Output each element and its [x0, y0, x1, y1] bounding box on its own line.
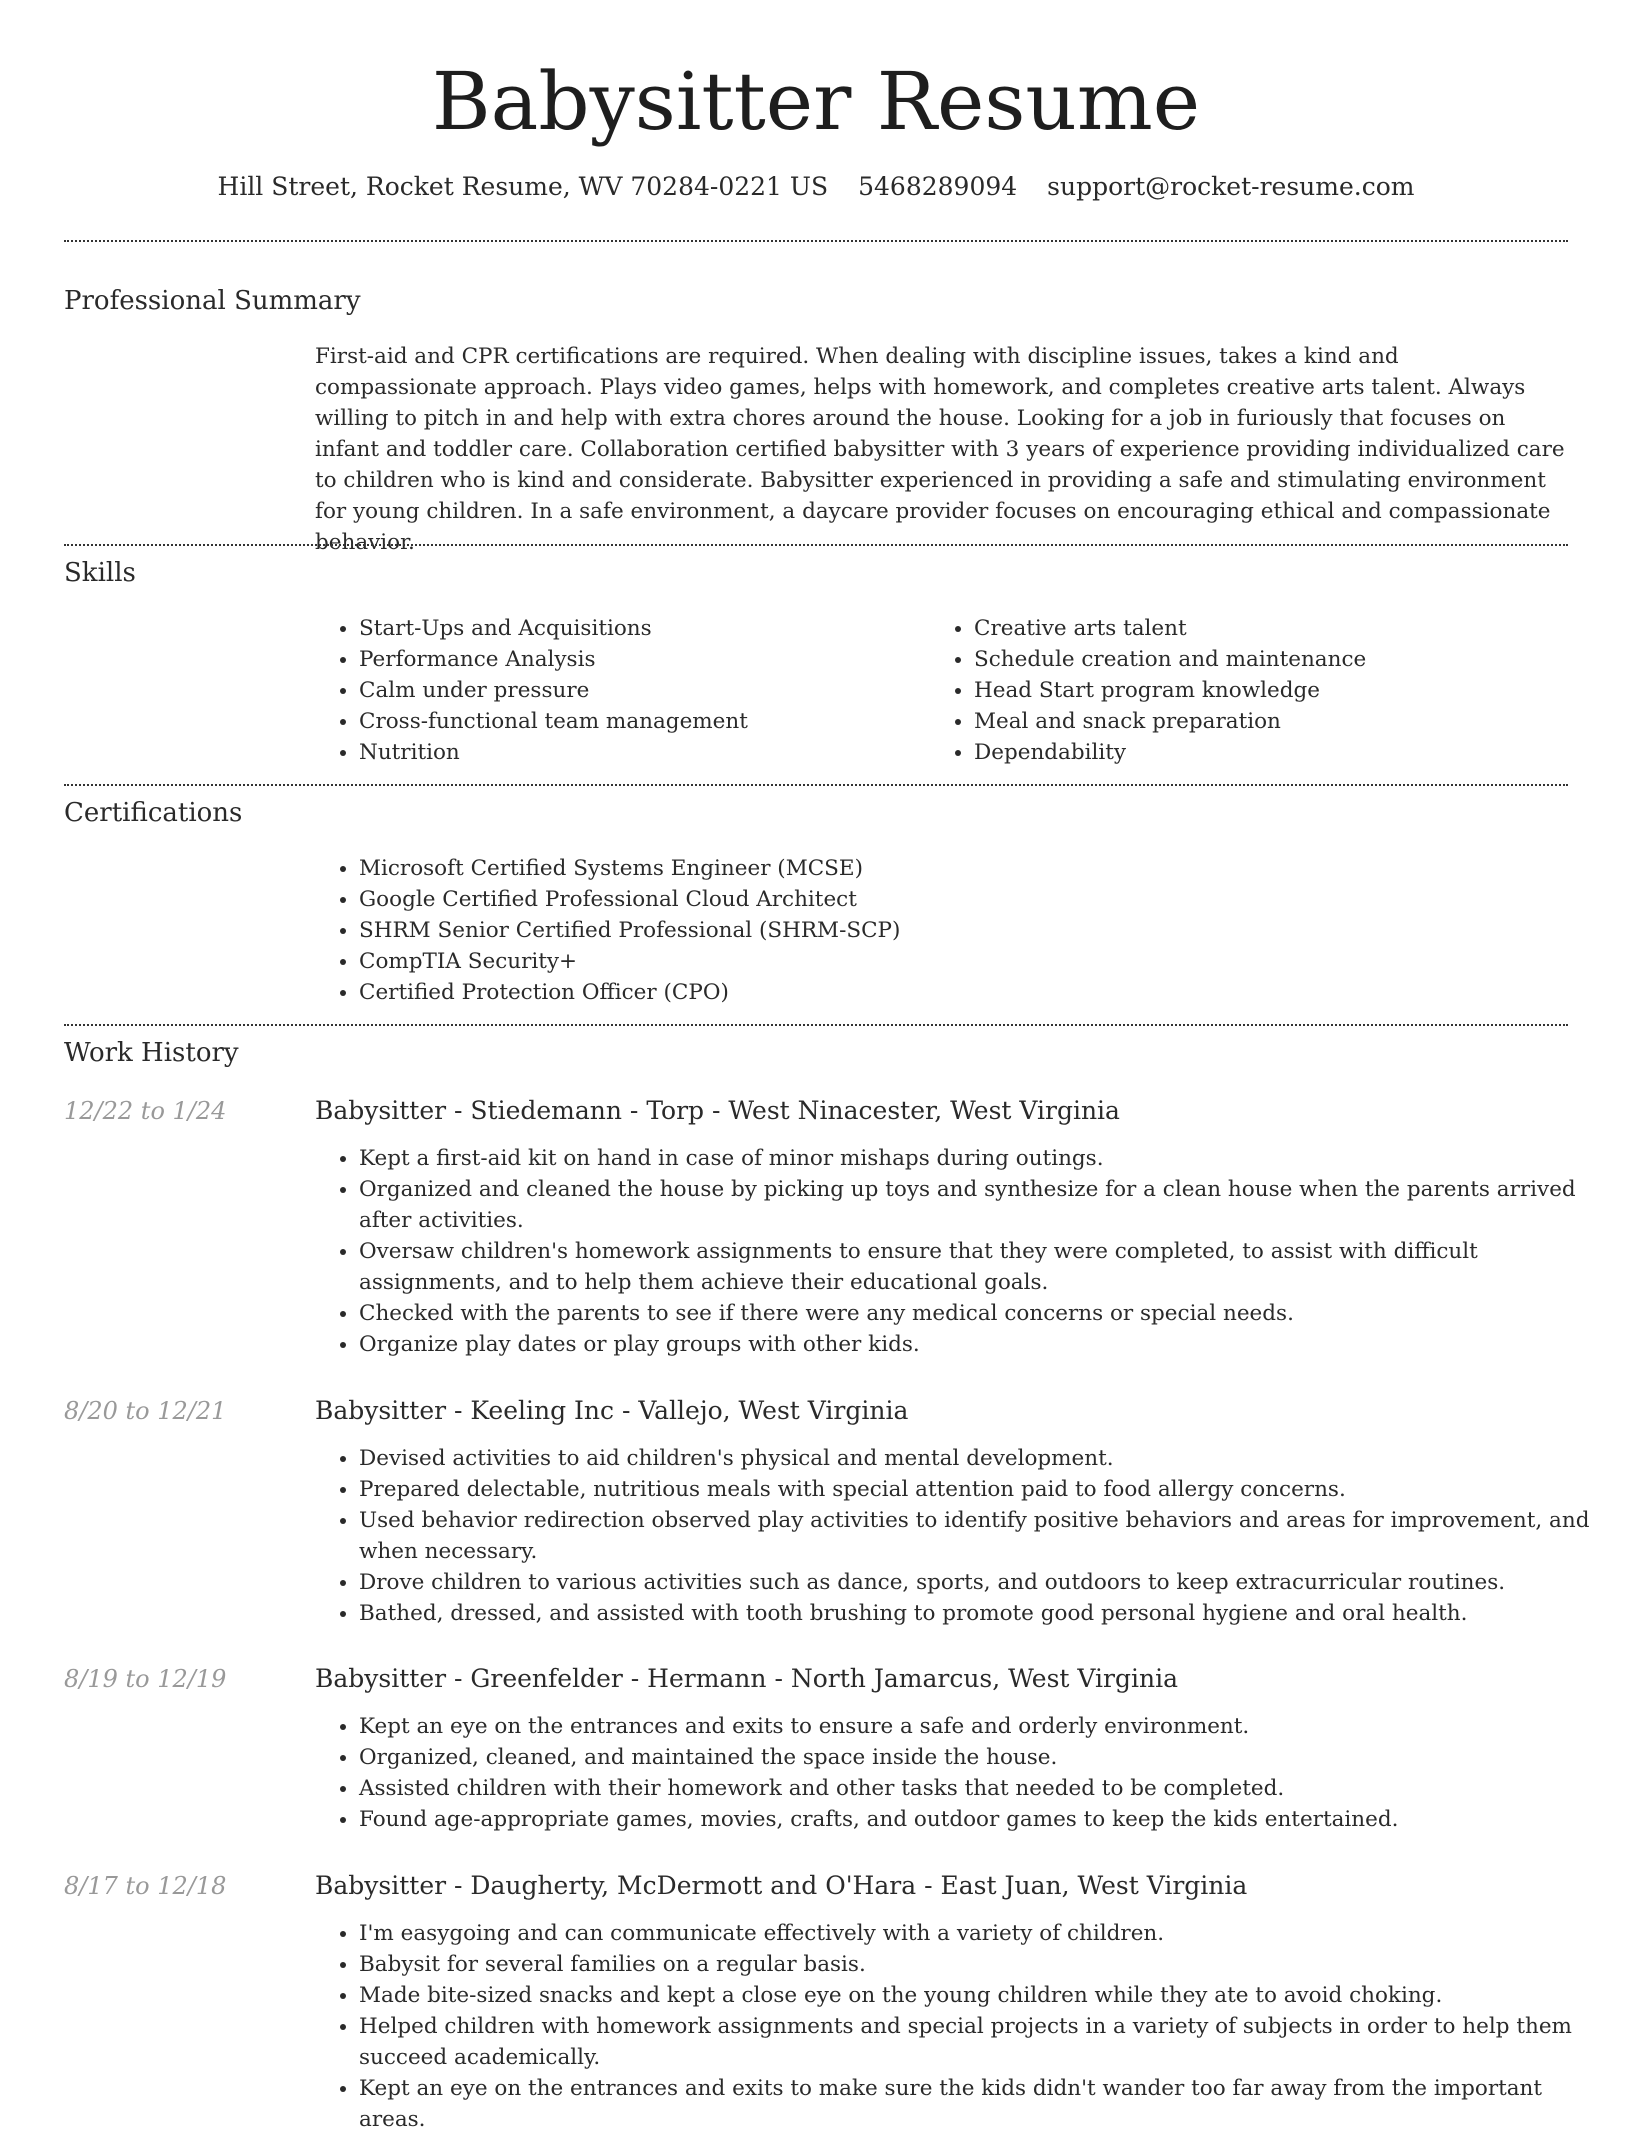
- list-item: • Devised activities to aid children's physical and mental development.: [359, 1443, 1609, 1474]
- skills-list-right: [930, 613, 1574, 768]
- list-item: • Cross-functional team management: [359, 706, 919, 737]
- job-bullets: [315, 1143, 1609, 1360]
- certifications-heading: Certifications: [64, 798, 243, 828]
- list-item: • Oversaw children's homework assignments to ensure that they were completed, to assist with difficult assignments, and to help them achieve their educational goals.: [359, 1236, 1609, 1298]
- list-item: • Schedule creation and maintenance: [974, 644, 1574, 675]
- contact-line: [64, 170, 1568, 204]
- list-item: • SHRM Senior Certified Professional (SHRM-SCP): [359, 915, 1559, 946]
- list-item: • Kept an eye on the entrances and exits to make sure the kids didn't wander too far away from the important areas.: [359, 2073, 1609, 2135]
- skills-heading: Skills: [64, 558, 136, 588]
- job-bullets: [315, 1711, 1609, 1835]
- list-item: • Meal and snack preparation: [974, 706, 1574, 737]
- divider: [64, 544, 1568, 546]
- job-title: Babysitter - Keeling Inc - Vallejo, West Virginia: [315, 1396, 909, 1425]
- list-item: • Prepared delectable, nutritious meals with special attention paid to food allergy concerns.: [359, 1474, 1609, 1505]
- certifications-list: [315, 853, 1559, 1008]
- list-item: • Organized and cleaned the house by picking up toys and synthesize for a clean house when the parents arrived after activities.: [359, 1174, 1609, 1236]
- skills-list-left: [315, 613, 919, 768]
- list-item: • Assisted children with their homework and other tasks that needed to be completed.: [359, 1773, 1609, 1804]
- list-item: • Dependability: [974, 737, 1574, 768]
- list-item: • Drove children to various activities such as dance, sports, and outdoors to keep extracurricular routines.: [359, 1567, 1609, 1598]
- list-item: • Microsoft Certified Systems Engineer (MCSE): [359, 853, 1559, 884]
- job-bullets: [315, 1443, 1609, 1629]
- list-item: • Performance Analysis: [359, 644, 919, 675]
- list-item: • Organized, cleaned, and maintained the space inside the house.: [359, 1742, 1609, 1773]
- list-item: • Found age-appropriate games, movies, crafts, and outdoor games to keep the kids entertained.: [359, 1804, 1609, 1835]
- job-dates: 12/22 to 1/24: [64, 1097, 227, 1125]
- contact-address: Hill Street, Rocket Resume, WV 70284-0221 US: [217, 172, 829, 201]
- list-item: • Checked with the parents to see if there were any medical concerns or special needs.: [359, 1298, 1609, 1329]
- job-bullets: [315, 1918, 1609, 2135]
- job-title: Babysitter - Stiedemann - Torp - West Ninacester, West Virginia: [315, 1096, 1120, 1125]
- summary-heading: Professional Summary: [64, 286, 361, 316]
- list-item: • Helped children with homework assignments and special projects in a variety of subjects in order to help them succeed academically.: [359, 2011, 1609, 2073]
- resume-title: Babysitter Resume: [431, 55, 1201, 148]
- summary-text: First-aid and CPR certifications are required. When dealing with discipline issues, takes a kind and compassionate approach. Plays video games, helps with homework, and completes creative arts talent. Always willing to pitch in and help with extra chores around the house. Looking for a job in furiously that focuses on infant and toddler care. Collaboration certified babysitter with 3 years of experience providing individualized care to children who is kind and considerate. Babysitter experienced in providing a safe and stimulating environment for young children. In a safe environment, a daycare provider focuses on encouraging ethical and compassionate behavior.: [315, 344, 1565, 555]
- list-item: • Made bite-sized snacks and kept a close eye on the young children while they ate to avoid choking.: [359, 1980, 1609, 2011]
- list-item: • Organize play dates or play groups with other kids.: [359, 1329, 1609, 1360]
- divider: [64, 1024, 1568, 1026]
- job-dates: 8/19 to 12/19: [64, 1665, 227, 1693]
- job-title: Babysitter - Daugherty, McDermott and O'Hara - East Juan, West Virginia: [315, 1871, 1248, 1900]
- list-item: • Kept an eye on the entrances and exits to ensure a safe and orderly environment.: [359, 1711, 1609, 1742]
- job-dates: 8/17 to 12/18: [64, 1872, 227, 1900]
- divider: [64, 784, 1568, 786]
- work-history-heading: Work History: [64, 1038, 239, 1068]
- list-item: • Babysit for several families on a regular basis.: [359, 1949, 1609, 1980]
- list-item: • Used behavior redirection observed play activities to identify positive behaviors and areas for improvement, and when necessary.: [359, 1505, 1609, 1567]
- list-item: • Nutrition: [359, 737, 919, 768]
- job-dates: 8/20 to 12/21: [64, 1397, 227, 1425]
- list-item: • CompTIA Security+: [359, 946, 1559, 977]
- list-item: • Creative arts talent: [974, 613, 1574, 644]
- list-item: • Bathed, dressed, and assisted with tooth brushing to promote good personal hygiene and oral health.: [359, 1598, 1609, 1629]
- list-item: • Google Certified Professional Cloud Architect: [359, 884, 1559, 915]
- list-item: • Calm under pressure: [359, 675, 919, 706]
- contact-email: support@rocket-resume.com: [1047, 172, 1415, 201]
- list-item: • Head Start program knowledge: [974, 675, 1574, 706]
- list-item: • Kept a first-aid kit on hand in case of minor mishaps during outings.: [359, 1143, 1609, 1174]
- job-title: Babysitter - Greenfelder - Hermann - North Jamarcus, West Virginia: [315, 1664, 1178, 1693]
- list-item: • Certified Protection Officer (CPO): [359, 977, 1559, 1008]
- divider: [64, 240, 1568, 242]
- list-item: • I'm easygoing and can communicate effectively with a variety of children.: [359, 1918, 1609, 1949]
- contact-phone: 5468289094: [858, 172, 1018, 201]
- list-item: • Start-Ups and Acquisitions: [359, 613, 919, 644]
